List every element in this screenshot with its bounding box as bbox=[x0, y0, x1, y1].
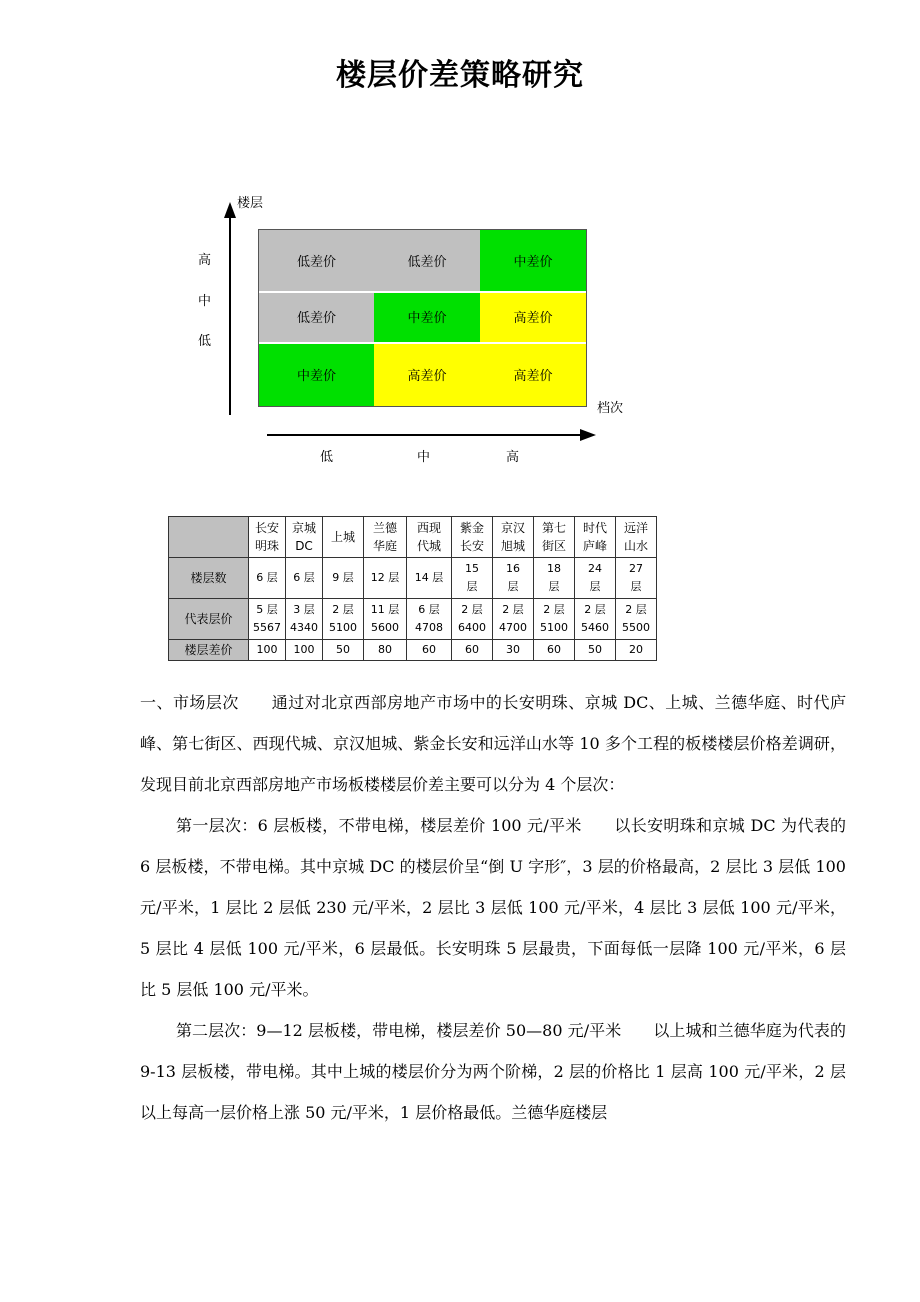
table-cell: 6 层 4708 bbox=[407, 599, 452, 640]
x-level-high: 高 bbox=[506, 450, 520, 465]
matrix-cell: 高差价 bbox=[480, 291, 586, 342]
paragraph-level-two: 第二层次：9—12 层板楼，带电梯，楼层差价 50—80 元/平米 以上城和兰德华庭为代表的 9-13 层板楼，带电梯。其中上城的楼层价分为两个阶梯，2 层的价格比 1 层高 100 元/平米，2 层以上每高一层价格上涨 50 元/平米，1 层价格最低。兰德华庭楼层 bbox=[140, 1021, 846, 1122]
row-label: 楼层差价 bbox=[169, 640, 249, 661]
project-cell: 长安 明珠 bbox=[249, 517, 286, 558]
y-level-high: 高 bbox=[198, 253, 212, 268]
matrix-cell: 高差价 bbox=[480, 342, 586, 406]
floor-price-table bbox=[168, 516, 657, 661]
project-cell: 远洋 山水 bbox=[616, 517, 657, 558]
table-cell: 60 bbox=[407, 640, 452, 661]
table-cell: 2 层 5460 bbox=[575, 599, 616, 640]
matrix-cell: 低差价 bbox=[259, 291, 374, 342]
table-header-row bbox=[169, 517, 657, 558]
table-cell: 2 层 4700 bbox=[493, 599, 534, 640]
table-cell: 27 层 bbox=[616, 558, 657, 599]
matrix-border bbox=[258, 229, 587, 407]
project-cell: 京城 DC bbox=[286, 517, 323, 558]
project-cell: 京汉 旭城 bbox=[493, 517, 534, 558]
paragraph-level-one: 第一层次：6 层板楼，不带电梯，楼层差价 100 元/平米 以长安明珠和京城 DC 为代表的 6 层板楼，不带电梯。其中京城 DC 的楼层价呈“倒 U 字形″，3 层的价格最高，2 层比 3 层低 100 元/平米，1 层比 2 层低 230 元/平米，2 层比 3 层低 100 元/平米，4 层比 3 层低 100 元/平米，5 层比 4 层低 100 元/平米，6 层最低。长安明珠 5 层最贵，下面每低一层降 100 元/平米，6 层比 5 层低 100 元/平米。 bbox=[140, 816, 846, 999]
project-cell: 兰德 华庭 bbox=[364, 517, 407, 558]
project-cell: 第七 街区 bbox=[534, 517, 575, 558]
table-cell: 11 层 5600 bbox=[364, 599, 407, 640]
project-cell: 西现 代城 bbox=[407, 517, 452, 558]
table-cell: 50 bbox=[323, 640, 364, 661]
table-cell: 20 bbox=[616, 640, 657, 661]
project-cell: 紫金 长安 bbox=[452, 517, 493, 558]
table-cell: 80 bbox=[364, 640, 407, 661]
page-title: 楼层价差策略研究 bbox=[336, 58, 584, 93]
table-cell: 2 层 5100 bbox=[323, 599, 364, 640]
x-level-low: 低 bbox=[320, 450, 334, 465]
table-cell: 9 层 bbox=[323, 558, 364, 599]
row-label: 代表层价 bbox=[169, 599, 249, 640]
table-cell: 5 层 5567 bbox=[249, 599, 286, 640]
matrix-cell: 低差价 bbox=[374, 230, 480, 291]
table-cell: 15 层 bbox=[452, 558, 493, 599]
table-cell: 6 层 bbox=[286, 558, 323, 599]
y-level-low: 低 bbox=[198, 334, 212, 349]
paragraph-market-levels: 一、市场层次 通过对北京西部房地产市场中的长安明珠、京城 DC、上城、兰德华庭、时代庐峰、第七街区、西现代城、京汉旭城、紫金长安和远洋山水等 10 多个工程的板楼楼层价格差调研，发现目前北京西部房地产市场板楼楼层价差主要可以分为 4 个层次： bbox=[140, 693, 846, 794]
matrix-cell: 中差价 bbox=[259, 342, 374, 406]
table-cell: 3 层 4340 bbox=[286, 599, 323, 640]
y-axis-label: 楼层 bbox=[237, 196, 264, 211]
table-cell: 2 层 5500 bbox=[616, 599, 657, 640]
table-cell: 100 bbox=[249, 640, 286, 661]
table-cell: 50 bbox=[575, 640, 616, 661]
table-row bbox=[169, 599, 657, 640]
project-cell: 上城 bbox=[323, 517, 364, 558]
table-cell: 18 层 bbox=[534, 558, 575, 599]
table-cell: 30 bbox=[493, 640, 534, 661]
matrix-cell: 中差价 bbox=[374, 291, 480, 342]
table-cell: 12 层 bbox=[364, 558, 407, 599]
matrix-cell: 低差价 bbox=[259, 230, 374, 291]
table-cell: 60 bbox=[452, 640, 493, 661]
table-cell: 100 bbox=[286, 640, 323, 661]
table-cell: 6 层 bbox=[249, 558, 286, 599]
table-row bbox=[169, 640, 657, 661]
table-row bbox=[169, 558, 657, 599]
x-level-mid: 中 bbox=[417, 450, 431, 465]
x-axis-label: 档次 bbox=[597, 401, 624, 416]
y-level-mid: 中 bbox=[198, 294, 212, 309]
row-label: 楼层数 bbox=[169, 558, 249, 599]
table-cell: 16 层 bbox=[493, 558, 534, 599]
table-cell: 24 层 bbox=[575, 558, 616, 599]
table-cell: 2 层 6400 bbox=[452, 599, 493, 640]
matrix-cell: 高差价 bbox=[374, 342, 480, 406]
table-cell: 60 bbox=[534, 640, 575, 661]
project-cell: 时代 庐峰 bbox=[575, 517, 616, 558]
table-corner bbox=[169, 517, 249, 558]
matrix-cell: 中差价 bbox=[480, 230, 586, 291]
body-text bbox=[140, 682, 846, 1133]
table-cell: 14 层 bbox=[407, 558, 452, 599]
table-cell: 2 层 5100 bbox=[534, 599, 575, 640]
